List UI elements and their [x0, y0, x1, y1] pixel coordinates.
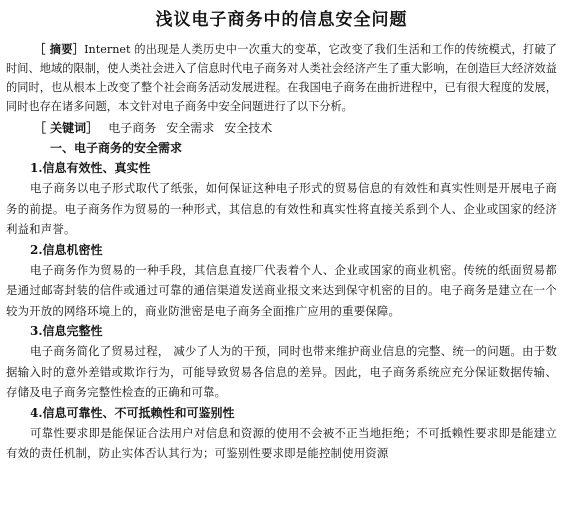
subsection-heading: 2.信息机密性: [30, 242, 103, 257]
body-paragraph: 可靠性要求即是能保证合法用户对信息和资源的使用不会被不正当地拒绝；不可抵赖性要求即是能建立有效的责任机制，防止实体否认其行为；可鉴别性要求即是能控制使用资源: [6, 425, 557, 460]
keyword-item: 电子商务: [108, 121, 157, 135]
abstract-paragraph: [6, 40, 557, 116]
abstract-tag: ［ 摘要］: [34, 43, 85, 56]
section-heading: 一、电子商务的安全需求: [50, 141, 183, 155]
subsection-heading: 4.信息可靠性、不可抵赖性和可鉴别性: [30, 405, 235, 420]
subsection-heading: 3.信息完整性: [30, 324, 103, 338]
document-title: 浅议电子商务中的信息安全问题: [155, 10, 408, 30]
keywords-line: [6, 118, 557, 138]
keyword-item: 安全需求: [166, 121, 215, 135]
keyword-item: 安全技术: [224, 121, 273, 135]
abstract-text: Internet 的出现是人类历史中一次重大的变革，它改变了我们生活和工作的传统模式，打破了时间、地域的限制，使人类社会进入了信息时代电子商务对人类社会经济产生了重大影响，在创造巨大经济效益的同时，也从根本上改变了整个社会商务活动发展进程。在我国电子商务在曲折进程中，已有很大程度的发展，同时也存在诸多问题，本文针对电子商务中安全问题进行了以下分析。: [6, 43, 557, 113]
body-paragraph: 电子商务以电子形式取代了纸张，如何保证这种电子形式的贸易信息的有效性和真实性则是开展电子商务的前提。电子商务作为贸易的一种形式，其信息的有效性和真实性将直接关系到个人、企业或国家的经济利益和声誉。: [6, 181, 557, 236]
subsection-heading: 1.信息有效性、真实性: [30, 161, 151, 175]
body-paragraph: 电子商务作为贸易的一种手段，其信息直接厂代表着个人、企业或国家的商业机密。传统的纸面贸易都是通过邮寄封装的信件或通过可靠的通信渠道发送商业报文来达到保守机密的目的。电子商务是建立在一个较为开放的网络环境上的，商业防泄密是电子商务全面推广应用的重要保障。: [6, 262, 557, 318]
keywords-tag: ［ 关键词］: [34, 121, 99, 135]
body-paragraph: 电子商务简化了贸易过程， 减少了人为的干预，同时也带来维护商业信息的完整、统一的问题。由于数据输入时的意外差错或欺诈行为，可能导致贸易各信息的差异。因此，电子商务系统应充分保证数据传输、存储及电子商务完整性检查的正确和可靠。: [6, 344, 557, 399]
